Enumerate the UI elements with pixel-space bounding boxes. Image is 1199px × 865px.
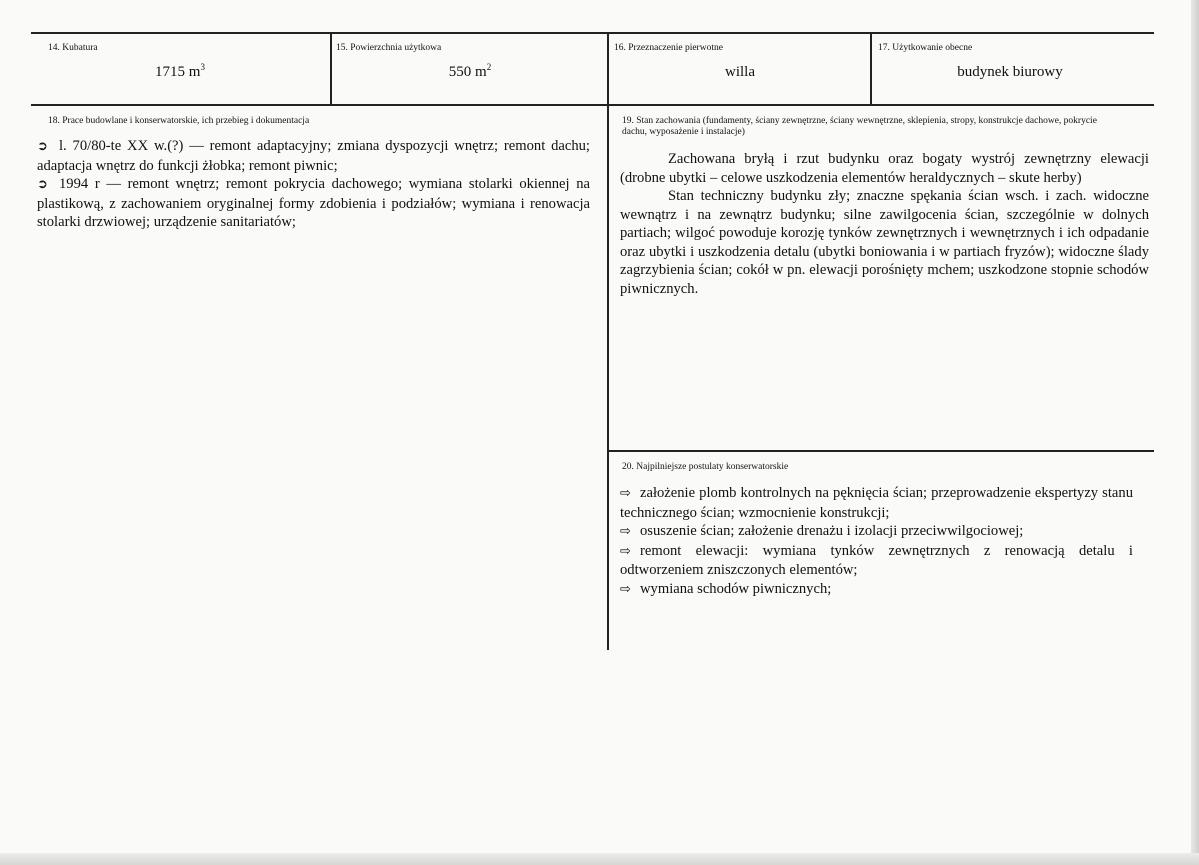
open-right-arrow-icon: ⇨ <box>620 486 631 501</box>
volume-unit: m <box>188 64 201 80</box>
field-17-label: 17. Użytkowanie obecne <box>878 43 973 53</box>
field-14-label: 14. Kubatura <box>48 43 98 53</box>
area-unit: m <box>475 64 487 80</box>
postulate-item <box>620 484 1133 522</box>
open-right-arrow-icon: ⇨ <box>620 543 631 559</box>
bold-right-arrow-icon: ➲ <box>37 177 48 192</box>
field-16-label: 16. Przeznaczenie pierwotne <box>614 43 723 53</box>
field-18-content <box>37 137 590 232</box>
col-divider-3 <box>870 32 872 105</box>
postulate-item-text: osuszenie ścian; założenie drenażu i izolacji przeciwwilgociowej; <box>640 523 1024 539</box>
scan-edge-bottom <box>0 853 1199 865</box>
works-item-text: l. 70/80-te XX w.(?) — remont adaptacyjny; zmiana dyspozycji wnętrz; remont dachu; adaptacja wnętrz do funkcji żłobka; remont piwnic; <box>37 138 590 174</box>
field-16-value: willa <box>725 64 755 80</box>
field-18-label: 18. Prace budowlane i konserwatorskie, ich przebieg i dokumentacja <box>48 116 310 126</box>
field-19-label: 19. Stan zachowania (fundamenty, ściany zewnętrzne, ściany wewnętrzne, sklepienia, stropy, konstrukcje dachowe, pokrycie dachu, wyposażenie i instalacje) <box>622 116 1097 137</box>
field-20-label: 20. Najpilniejsze postulaty konserwatorskie <box>622 462 789 472</box>
bold-right-arrow-icon: ➲ <box>37 139 48 154</box>
works-item-text: 1994 r — remont wnętrz; remont pokrycia dachowego; wymiana stolarki okiennej na plastikową, z zachowaniem oryginalnej formy zdobienia i podziałów; wymiana i renowacja stolarki drzwiowej; urządzenie sanitariatów; <box>37 176 590 230</box>
open-right-arrow-icon: ⇨ <box>620 524 631 539</box>
field-15-value <box>390 62 550 81</box>
area-number: 550 <box>448 64 472 80</box>
works-item <box>37 175 590 232</box>
field-17-value: budynek biurowy <box>957 64 1063 80</box>
postulate-item-text: wymiana schodów piwnicznych; <box>640 580 832 597</box>
scan-edge-right <box>1191 0 1199 865</box>
area-unit-exponent: 2 <box>486 62 492 72</box>
field-14-value <box>100 62 260 81</box>
postulate-item-text: remont elewacji: wymiana tynków zewnętrznych z renowacją detalu i odtworzeniem zniszczonych elementów; <box>620 542 1133 578</box>
field-15-label: 15. Powierzchnia użytkowa <box>336 43 442 53</box>
row2-bottom-border <box>607 450 1154 452</box>
field-20-content <box>620 484 1133 599</box>
col-divider-center <box>607 32 609 650</box>
field-19-content <box>620 150 1149 298</box>
top-border <box>31 32 1154 34</box>
row1-bottom-border <box>31 104 1154 106</box>
open-right-arrow-icon: ⇨ <box>620 581 631 597</box>
col-divider-1 <box>330 32 332 105</box>
condition-paragraph: Zachowana bryłą i rzut budynku oraz bogaty wystrój zewnętrzny elewacji (drobne ubytki – celowe uszkodzenia elementów heraldycznych – skute herby) <box>620 151 1149 186</box>
postulate-item <box>620 580 1133 600</box>
works-item <box>37 137 590 175</box>
postulate-item <box>620 542 1133 580</box>
postulate-item <box>620 522 1133 542</box>
volume-unit-exponent: 3 <box>200 62 205 72</box>
condition-paragraph: Stan techniczny budynku zły; znaczne spękania ścian wsch. i zach. widoczne wewnątrz i na zewnątrz budynku; silne zawilgocenia ścian, szczególnie w dolnych partiach; wilgoć powoduje korozję tynków zewnętrznych i wewnętrznych i ich odpadanie oraz ubytki i uszkodzenia detalu (ubytki boniowania i w partiach fryzów); widoczne ślady zagrzybienia ścian; cokół w pn. elewacji porośnięty mchem; uszkodzone stopnie schodów piwnicznych. <box>620 188 1149 297</box>
volume-number: 1715 <box>155 64 186 80</box>
postulate-item-text: założenie plomb kontrolnych na pęknięcia ścian; przeprowadzenie ekspertyzy stanu technicznego ścian; wzmocnienie konstrukcji; <box>620 485 1133 521</box>
